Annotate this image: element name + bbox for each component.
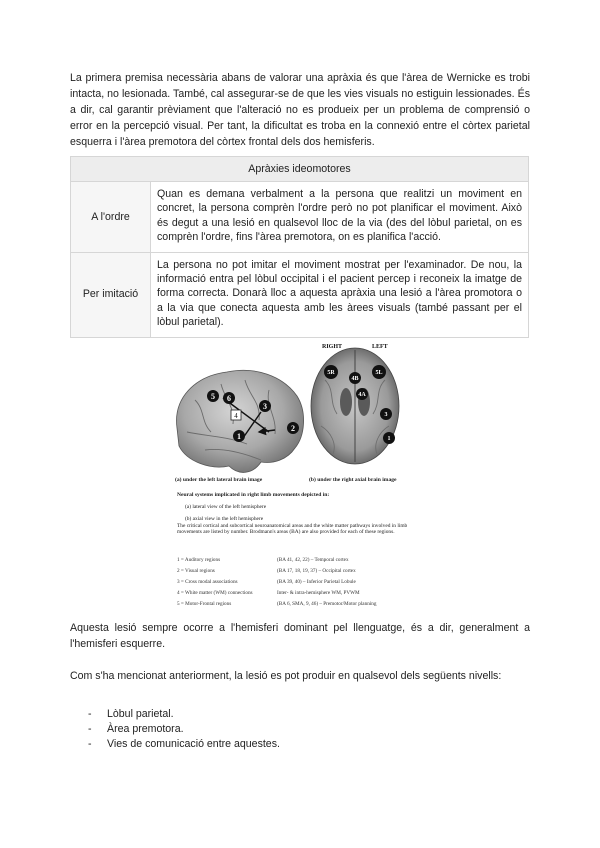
region-ba: (BA 17, 18, 19, 37) – Occipital cortex — [277, 568, 356, 574]
intro-paragraph: La primera premisa necessària abans de valorar una apràxia és que l'àrea de Wernicke es trobi intacta, no lesionada. També, cal assegurar-se de que les vies visuals no estiguin lessionades. És a dir, cal garantir prèviament que l'alteració no es produeix per un problema de comprensió o error en la percepció visual. Per tant, la dificultat es troba en la connexió entre el còrtex parietal esquerra i l'àrea premotora del còrtex frontal dels dos hemisferis. — [70, 72, 530, 149]
list-item — [88, 722, 280, 737]
svg-text:3: 3 — [384, 412, 388, 418]
svg-text:5R: 5R — [327, 370, 335, 376]
list-item-text: Vies de comunicació entre aquestes. — [107, 738, 280, 751]
ideomotor-apraxia-table — [70, 156, 529, 338]
row-label-imitation: Per imitació — [71, 252, 151, 337]
label-left: LEFT — [372, 344, 388, 350]
list-item-text: Àrea premotora. — [107, 723, 184, 736]
svg-text:3: 3 — [263, 402, 267, 411]
legend-title: Neural systems implicated in right limb movements depicted in: — [177, 492, 330, 498]
row-text-order: Quan es demana verbalment a la persona que realitzi un moviment en concret, la persona comprèn l'ordre però no pot planificar el moviment. Això és degut a una lesió en qualsevol lloc de la via (des del lòbul parietal, on es comprèn l'ordre, fins l'àrea premotora, on es planifica l'acció. — [151, 182, 529, 253]
table-header-row — [71, 157, 529, 182]
svg-text:5L: 5L — [375, 370, 383, 376]
hemisphere-paragraph: Aquesta lesió sempre ocorre a l'hemisferi dominant pel llenguatge, és a dir, generalment a l'hemisferi esquerre. — [70, 622, 530, 651]
table-header: Apràxies ideomotores — [71, 157, 529, 182]
caption-b: (b) under the right axial brain image — [309, 477, 397, 483]
lateral-brain-image — [177, 370, 304, 472]
legend-a: (a) lateral view of the left hemisphere — [185, 504, 267, 510]
list-dash: - — [88, 738, 92, 751]
row-label-order: A l'ordre — [71, 182, 151, 253]
region-list — [177, 556, 377, 607]
legend-description: The critical cortical and subcortical neuroanatomical areas and the white matter pathways involved in limb movements are listed by number. Brodmann's areas (BA) are also provided for each of these regions. — [177, 523, 408, 536]
region-name: 1 = Auditory regions — [177, 557, 221, 563]
list-item — [88, 707, 280, 722]
brain-figure-image — [165, 340, 425, 610]
region-ba: (BA 6, SMA, 9, 46) – Premotor/Motor planning — [277, 601, 377, 607]
svg-text:6: 6 — [227, 394, 231, 403]
table-row — [71, 182, 529, 253]
axial-brain-image — [311, 344, 399, 464]
list-dash: - — [88, 708, 92, 720]
svg-text:1: 1 — [237, 432, 241, 441]
svg-text:4B: 4B — [351, 376, 359, 382]
region-ba: (BA 39, 40) – Inferior Parietal Lobule — [277, 579, 356, 585]
region-ba: Inter- & intra-hemisphere WM, PVWM — [277, 590, 360, 596]
svg-text:1: 1 — [387, 436, 391, 442]
legend-description-box — [177, 523, 413, 549]
list-item — [88, 737, 280, 752]
label-right: RIGHT — [322, 344, 343, 350]
levels-list — [88, 707, 280, 753]
region-ba: (BA 41, 42, 22) – Temporal cortex — [277, 557, 349, 563]
list-dash: - — [88, 723, 92, 736]
row-text-imitation: La persona no pot imitar el moviment mostrat per l'examinador. De nou, la informació entra pel lòbul occipital i el pacient percep i reconeix la imatge de forma correcta. Donarà lloc a aquesta apràxia una lesió a l'àrea promotora o a la via que conecta aquesta amb les àrees visuals (també passant per el lòbul parietal). — [151, 252, 529, 337]
region-name: 3 = Cross modal associations — [177, 579, 238, 585]
region-name: 5 = Motor-Frontal regions — [177, 601, 232, 607]
svg-text:2: 2 — [291, 424, 295, 433]
brain-figure — [165, 340, 425, 610]
table-row — [71, 252, 529, 337]
svg-text:4A: 4A — [358, 392, 366, 398]
caption-a: (a) under the left lateral brain image — [175, 477, 263, 483]
svg-text:4: 4 — [234, 412, 238, 420]
list-item-text: Lòbul parietal. — [107, 708, 174, 720]
region-name: 2 = Visual regions — [177, 568, 215, 574]
levels-intro-paragraph: Com s'ha mencionat anteriorment, la lesió es pot produir en qualsevol dels següents nivells: — [70, 670, 502, 682]
legend-b: (b) axial view in the left hemisphere — [185, 516, 264, 522]
region-name: 4 = White matter (WM) connections — [177, 590, 253, 596]
svg-text:5: 5 — [211, 392, 215, 401]
